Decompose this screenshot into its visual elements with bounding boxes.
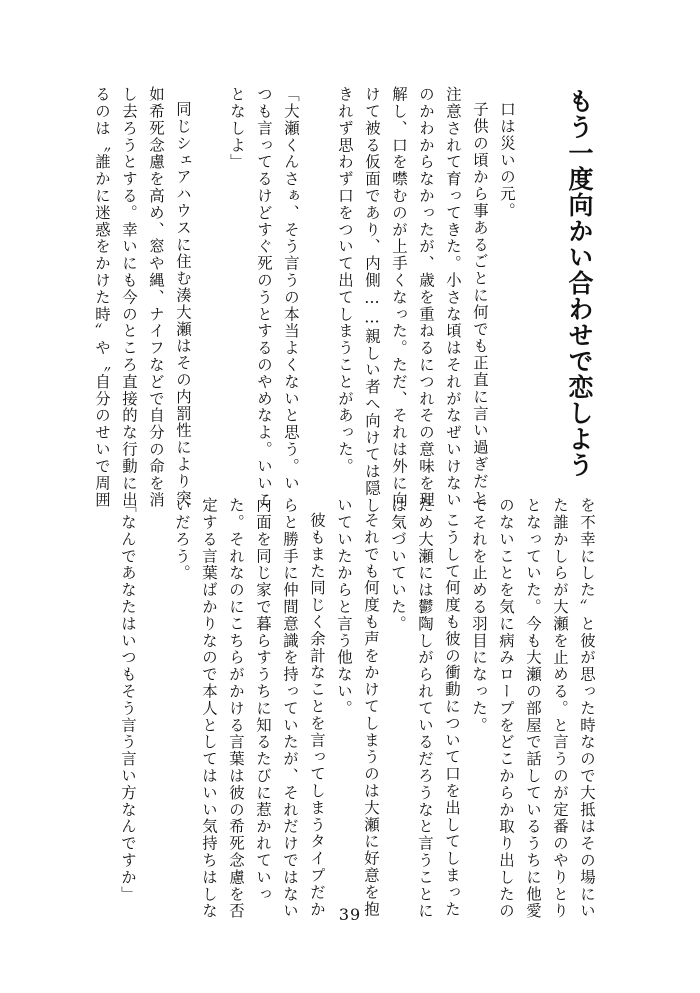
text-line: た。それなのにこちらがかける言葉は彼の希死念慮を否	[227, 497, 245, 920]
text-line: のかわからなかったが、歳を重ねるにつれその意味を理	[417, 86, 435, 509]
text-line: となっていた。今も大瀬の部屋で話しているうちに他愛	[524, 497, 542, 920]
text-line: こうして何度も彼の衝動について口を出してしまった	[443, 512, 461, 918]
text-line: 「大瀬くんさぁ、そう言うの本当よくないと思う。い	[282, 86, 300, 492]
text-line: のないことを気に病みロープをどこからか取り出したの	[497, 497, 515, 920]
text-line: 定する言葉ばかりなので本人としてはいい気持ちはしな	[200, 497, 218, 920]
text-line: となしよ」	[228, 86, 246, 171]
text-line: た誰かしらが大瀬を止める。と言うのが定番のやりとり	[551, 497, 569, 920]
text-line: らと勝手に仲間意識を持っていたが、それだけではない	[281, 497, 299, 920]
text-line: 同じシェアハウスに住む湊大瀬はその内罰性により突	[174, 101, 192, 507]
text-line: つも言ってるけどすぐ死のうとするのやめなよ。いいこ	[255, 86, 273, 509]
upper-text-block	[93, 86, 520, 514]
text-line: 彼もまた同じく余計なことを言ってしまうタイプだか	[308, 512, 326, 918]
text-line: 子供の頃から事あるごとに何でも正直に言い過ぎだと	[471, 101, 489, 507]
text-line: けて被る仮面であり、内側……親しい者へ向けては隠し	[363, 86, 381, 514]
chapter-title: もう一度向かい合わせで恋しよう	[565, 88, 594, 478]
text-line: るのは〝誰かに迷惑をかけた時〟や〝自分のせいで周囲	[93, 86, 111, 509]
text-line: 内面を同じ家で暮らすうちに知るたびに惹かれていっ	[254, 497, 272, 903]
text-line: 口は災いの元。	[498, 101, 516, 220]
text-line: 注意されて育ってきた。小さな頃はそれがなぜいけない	[444, 86, 462, 509]
blank-line	[304, 86, 331, 441]
text-line: いだろう。	[173, 497, 191, 582]
text-line: し去ろうとする。幸いにも今のところ直接的な行動に出	[120, 86, 138, 509]
text-line: でそれを止める羽目になった。	[470, 497, 488, 734]
text-line: きれず思わず口をついて出てしまうことがあった。	[336, 86, 354, 475]
text-line: は気づいていた。	[389, 497, 407, 633]
text-line: を不幸にした〟と彼が思った時なので大抵はその場にい	[578, 497, 596, 920]
text-line: 如希死念慮を高め、窓や縄、ナイフなどで自分の命を消	[147, 86, 165, 509]
text-line: それでも何度も声をかけてしまうのは大瀬に好意を抱	[362, 512, 380, 918]
blank-line	[141, 497, 168, 882]
text-line: いていたからと言う他ない。	[335, 497, 353, 717]
text-line: 解し、口を噤むのが上手くなった。ただ、それは外に向	[390, 86, 408, 509]
text-line: ため大瀬には鬱陶しがられているだろうなと言うことに	[416, 497, 434, 920]
text-line: 「なんであなたはいつもそう言う言い方なんですか」	[119, 497, 137, 903]
blank-line	[196, 86, 223, 441]
page-number: 39	[338, 905, 362, 924]
